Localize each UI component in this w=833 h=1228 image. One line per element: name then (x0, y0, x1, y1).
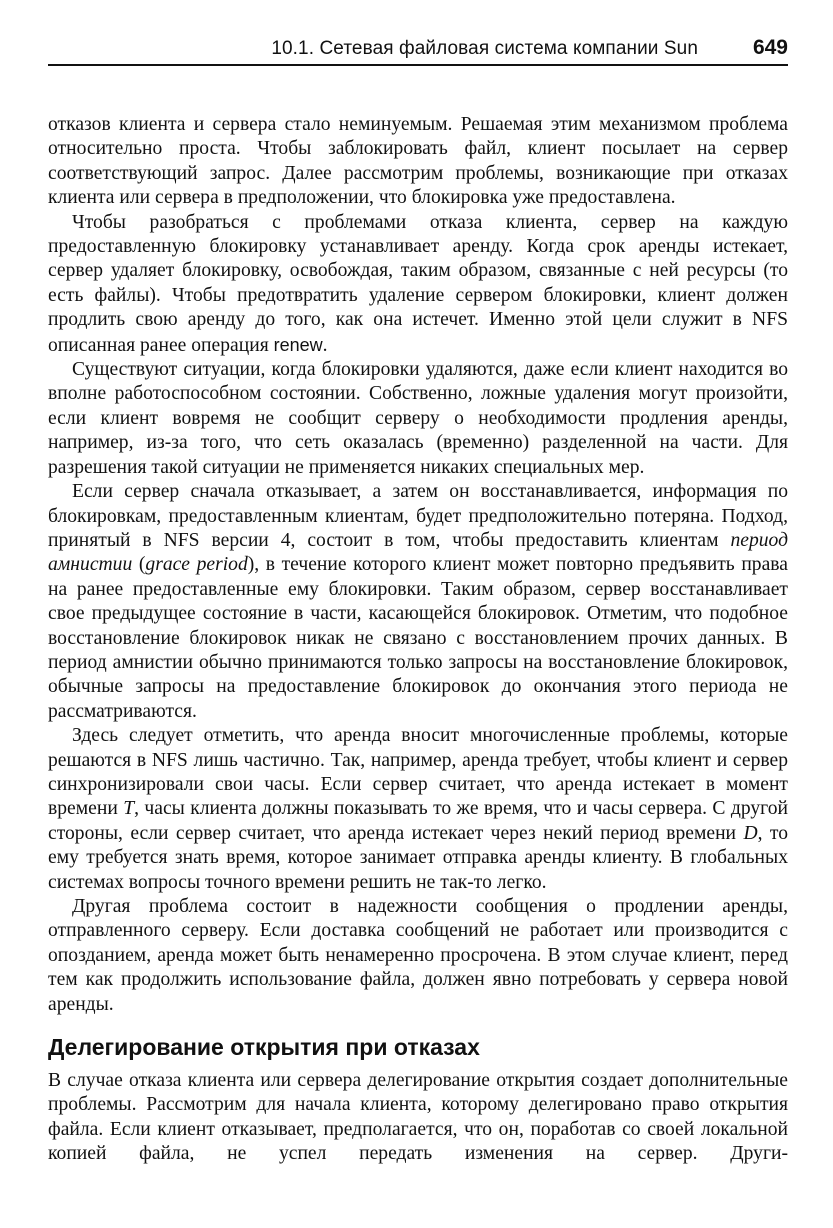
paragraph-1-text: отказов клиента и сервера стало неминуемым. Решаемая этим механизмом проблема относительно проста. Чтобы заблокировать файл, клиент посылает на сервер соответствующий запрос. Далее рассмотрим проблемы, возникающие при отказах клиента или сервера в предположении, что блокировка уже предоставлена. (48, 114, 788, 209)
paragraph-4-text-a: Если сервер сначала отказывает, а затем он восстанавливается, информация по блокировкам, предоставленным клиентам, будет предположительно потеряна. Подход, принятый в NFS версии 4, состоит в том, чтобы предоставить клиентам (48, 481, 788, 551)
paragraph-6 (48, 895, 788, 1017)
paragraph-1 (48, 113, 788, 211)
paragraph-5-text-b: , часы клиента должны показывать то же время, что и часы сервера. С другой стороны, если сервер считает, что аренда истекает через некий период времени (48, 798, 788, 844)
paragraph-5-text-c: , то ему требуется знать время, которое занимает отправка аренды клиенту. В глобальных системах вопросы точного времени решить не так-то легко. (48, 822, 788, 893)
running-header (48, 36, 788, 66)
paragraph-3 (48, 358, 788, 480)
paragraph-5 (48, 724, 788, 895)
variable-d: D (743, 822, 758, 844)
paragraph-4 (48, 480, 788, 724)
paragraph-2-text: Чтобы разобраться с проблемами отказа клиента, сервер на каждую предоставленную блокировку устанавливает аренду. Когда срок аренды истекает, сервер удаляет блокировку, освобождая, таким образом, связанные с ней ресурсы (то есть файлы). Чтобы предотвратить удаление сервером блокировки, клиент должен продлить свою аренду до того, как она истечет. Именно этой цели служит в NFS описанная ранее операция (48, 211, 788, 356)
paragraph-2 (48, 211, 788, 358)
term-grace-period-ru: период амнистии (48, 529, 788, 576)
paragraph-4-paren-open: ( (132, 554, 146, 576)
page-number: 649 (752, 36, 788, 59)
running-title: 10.1. Сетевая файловая система компании Sun (271, 38, 698, 59)
term-grace-period-en: grace period (145, 554, 248, 576)
body-text (48, 113, 788, 1167)
paragraph-4-text-b: ), в течение которого клиент может повторно предъявить права на ранее предоставленные ему блокировки. Таким образом, сервер восстанавливает свое предыдущее состояние в части, касающейся блокировок. Отметим, что подобное восстановление блокировок никак не связано с восстановлением прочих данных. В период амнистии обычно принимаются только запросы на восстановление блокировок, обычные запросы на предоставление блокировок до окончания этого периода не рассматриваются. (48, 554, 788, 722)
paragraph-3-text: Существуют ситуации, когда блокировки удаляются, даже если клиент находится во вполне работоспособном состоянии. Собственно, ложные удаления могут произойти, если клиент вовремя не сообщит серверу о необходимости продления аренды, например, из-за того, что сеть оказалась (временно) разделенной на части. Для разрешения такой ситуации не применяется никаких специальных мер. (48, 359, 788, 478)
section-heading: Делегирование открытия при отказах (48, 1034, 480, 1061)
renew-operation: renew (273, 334, 323, 355)
section-paragraph: В случае отказа клиента или сервера делегирование открытия создает дополнительные проблемы. Рассмотрим для начала клиента, которому делегировано право открытия файла. Если клиент отказывает, предполагается, что он, поработав со своей локальной копией файла, не успел передать изменения на сервер. Други- (48, 1070, 788, 1165)
variable-t: T (123, 798, 135, 820)
paragraph-6-text: Другая проблема состоит в надежности сообщения о продлении аренды, отправленного серверу. Если доставка сообщений не работает или производится с опозданием, аренда может быть ненамеренно просрочена. В этом случае клиент, перед тем как продолжить использование файла, должен явно потребовать у сервера новой аренды. (48, 896, 788, 1015)
paragraph-5-text-a: Здесь следует отметить, что аренда вносит многочисленные проблемы, которые решаются в NFS лишь частично. Так, например, аренда требует, чтобы клиент и сервер синхронизировали свои часы. Если сервер считает, что аренда истекает в момент времени (48, 725, 788, 820)
paragraph-2-end: . (322, 334, 328, 356)
